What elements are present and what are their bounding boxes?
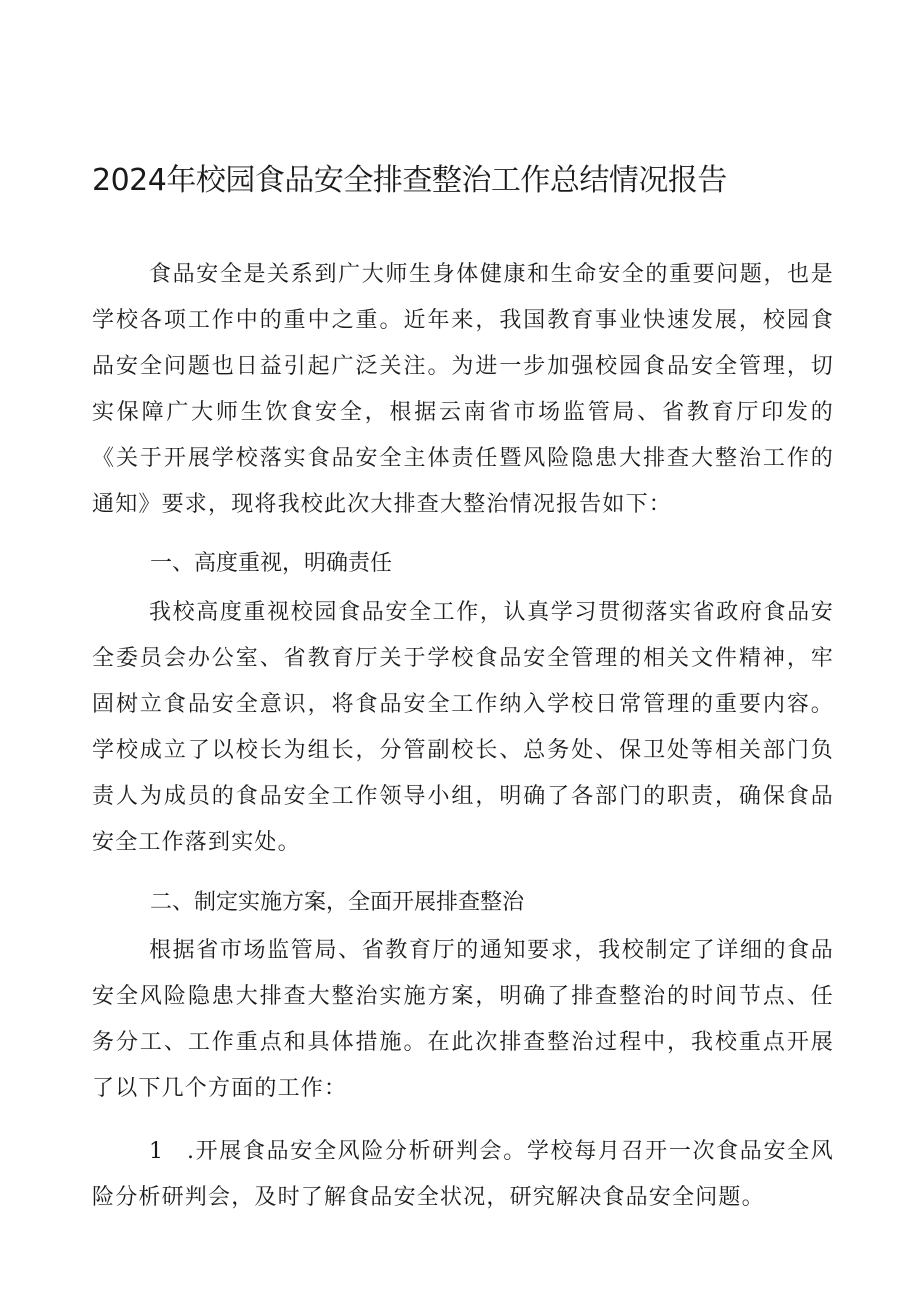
section-2-paragraph: 根据省市场监管局、省教育厅的通知要求，我校制定了详细的食品安全风险隐患大排查大整治实施方案，明确了排查整治的时间节点、任务分工、工作重点和具体措施。在此次排查整治过程中，我校重点开展了以下几个方面的工作： [92,938,834,1101]
list-item-text: .开展食品安全风险分析研判会。学校每月召开一次食品安全风险分析研判会，及时了解食品安全状况，研究解决食品安全问题。 [92,1139,834,1210]
list-item [92,1129,834,1221]
section-heading-2: 二、制定实施方案，全面开展排查整治 [150,890,525,915]
section-1-paragraph: 我校高度重视校园食品安全工作，认真学习贯彻落实省政府食品安全委员会办公室、省教育厅关于学校食品安全管理的相关文件精神，牢固树立食品安全意识，将食品安全工作纳入学校日常管理的重要内容。学校成立了以校长为组长，分管副校长、总务处、保卫处等相关部门负责人为成员的食品安全工作领导小组，明确了各部门的职责，确保食品安全工作落到实处。 [92,600,834,855]
list-item-number: 1 [149,1139,165,1164]
intro-paragraph: 食品安全是关系到广大师生身体健康和生命安全的重要问题，也是学校各项工作中的重中之重。近年来，我国教育事业快速发展，校园食品安全问题也日益引起广泛关注。为进一步加强校园食品安全管理，切实保障广大师生饮食安全，根据云南省市场监管局、省教育厅印发的《关于开展学校落实食品安全主体责任暨风险隐患大排查大整治工作的通知》要求，现将我校此次大排查大整治情况报告如下： [92,262,834,517]
document-title: 2024年校园食品安全排查整治工作总结情况报告 [92,163,727,198]
section-heading-1: 一、高度重视，明确责任 [150,551,393,576]
